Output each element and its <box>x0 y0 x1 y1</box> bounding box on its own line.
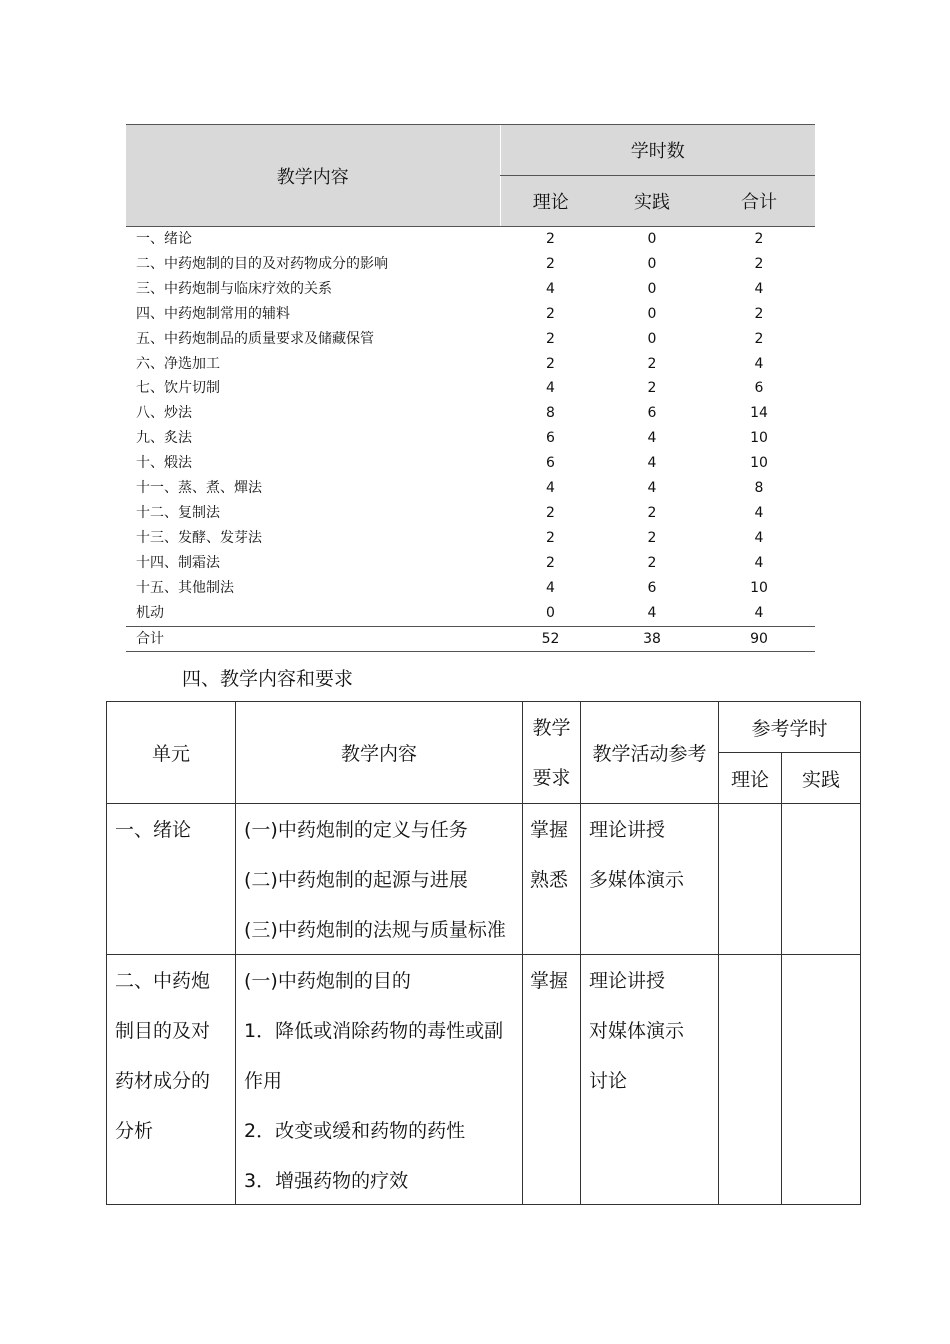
cell-line: 药材成分的 <box>115 1070 211 1092</box>
row-practice: 4 <box>647 455 657 472</box>
table-row <box>126 376 815 401</box>
hours-table-body <box>126 227 815 652</box>
activity-cell <box>581 955 719 1205</box>
unit-cell <box>107 804 236 955</box>
unit-cell-lines <box>107 955 235 1204</box>
row-theory: 2 <box>546 255 555 272</box>
row-label: 机动 <box>136 604 164 621</box>
row-practice: 0 <box>647 305 657 322</box>
row-total: 4 <box>754 504 764 521</box>
row-label: 十三、发酵、发芽法 <box>136 529 262 546</box>
table-row <box>126 526 815 551</box>
cell-line: 掌握 <box>530 819 569 841</box>
table-row <box>126 476 815 501</box>
row-practice: 2 <box>647 380 657 397</box>
row-theory: 2 <box>546 504 555 521</box>
header-ref-hours: 参考学时 <box>719 702 861 753</box>
row-label: 十一、蒸、煮、燀法 <box>136 480 262 497</box>
table-row <box>126 601 815 626</box>
content-cell-lines <box>236 804 522 954</box>
row-theory: 4 <box>546 280 555 297</box>
row-total: 2 <box>754 330 764 347</box>
cell-line: 理论讲授 <box>589 970 666 992</box>
requirement-cell-lines <box>523 955 580 1204</box>
header-ref-theory: 理论 <box>719 753 782 804</box>
table-row <box>126 327 815 352</box>
cell-line: 多媒体演示 <box>589 869 685 891</box>
ref-practice-cell <box>782 955 861 1205</box>
cell-line: 1．降低或消除药物的毒性或副 <box>244 1020 504 1042</box>
row-total: 6 <box>754 380 764 397</box>
row-total: 2 <box>754 231 764 247</box>
row-total: 14 <box>750 405 768 422</box>
row-practice: 6 <box>647 579 657 596</box>
cell-line: 作用 <box>244 1070 283 1092</box>
cell-line: 一、绪论 <box>115 819 192 841</box>
cell-line: 2．改变或缓和药物的药性 <box>244 1120 466 1142</box>
cell-line: 二、中药炮 <box>115 970 211 992</box>
row-label: 一、绪论 <box>136 231 192 247</box>
row-label: 十、煅法 <box>136 455 192 472</box>
row-theory: 2 <box>546 355 555 372</box>
cell-line: 3．增强药物的疗效 <box>244 1170 409 1192</box>
row-theory: 52 <box>500 626 601 652</box>
row-total: 4 <box>754 355 764 372</box>
ref-theory-cell <box>719 955 782 1205</box>
row-total: 10 <box>750 579 768 596</box>
row-theory: 8 <box>546 405 555 422</box>
row-label: 十二、复制法 <box>136 504 220 521</box>
cell-line: (一)中药炮制的定义与任务 <box>244 819 468 841</box>
header-unit: 单元 <box>107 702 236 804</box>
ref-theory-cell <box>719 804 782 955</box>
row-practice: 6 <box>647 405 657 422</box>
header-content: 教学内容 <box>236 702 523 804</box>
row-practice: 4 <box>647 480 657 497</box>
row-theory: 2 <box>546 231 555 247</box>
row-theory: 6 <box>546 455 555 472</box>
header-hours: 学时数 <box>500 125 815 176</box>
row-label: 八、炒法 <box>136 405 192 422</box>
row-total: 4 <box>754 280 764 297</box>
cell-line: 制目的及对 <box>115 1020 211 1042</box>
header-requirement <box>523 702 581 804</box>
row-label: 六、净选加工 <box>136 355 220 372</box>
row-total: 4 <box>754 529 764 546</box>
row-label: 四、中药炮制常用的辅料 <box>136 305 290 322</box>
table-row <box>126 626 815 652</box>
table-row <box>126 551 815 576</box>
activity-cell-lines <box>581 804 718 954</box>
cell-line: 对媒体演示 <box>589 1020 685 1042</box>
row-practice: 4 <box>647 430 657 447</box>
row-theory: 4 <box>546 380 555 397</box>
row-practice: 0 <box>647 330 657 347</box>
row-label: 十五、其他制法 <box>136 579 234 596</box>
content-cell-lines <box>236 955 522 1204</box>
header-requirement-line2: 要求 <box>532 766 571 789</box>
row-total: 10 <box>750 430 768 447</box>
row-theory: 4 <box>546 579 555 596</box>
activity-cell-lines <box>581 955 718 1204</box>
row-label: 五、中药炮制品的质量要求及储藏保管 <box>136 330 374 347</box>
row-practice: 2 <box>647 504 657 521</box>
unit-cell-lines <box>107 804 235 954</box>
row-label: 合计 <box>126 626 500 652</box>
table-row <box>107 804 861 955</box>
row-label: 七、饮片切制 <box>136 380 220 397</box>
row-theory: 2 <box>546 529 555 546</box>
header-ref-practice: 实践 <box>782 753 861 804</box>
row-label: 九、炙法 <box>136 430 192 447</box>
row-theory: 0 <box>546 604 555 621</box>
header-theory: 理论 <box>500 176 601 227</box>
header-practice: 实践 <box>601 176 703 227</box>
content-requirements-table <box>106 701 861 1205</box>
section-heading: 四、教学内容和要求 <box>182 668 354 690</box>
content-cell <box>236 804 523 955</box>
requirement-cell <box>523 804 581 955</box>
cell-line: (一)中药炮制的目的 <box>244 970 411 992</box>
row-theory: 2 <box>546 305 555 322</box>
activity-cell <box>581 804 719 955</box>
row-total: 2 <box>754 255 764 272</box>
row-total: 2 <box>754 305 764 322</box>
requirement-cell <box>523 955 581 1205</box>
row-theory: 2 <box>546 330 555 347</box>
row-theory: 4 <box>546 480 555 497</box>
table-row <box>126 252 815 277</box>
cell-line: 讨论 <box>589 1070 628 1092</box>
header-activity: 教学活动参考 <box>581 702 719 804</box>
cell-line: 理论讲授 <box>589 819 666 841</box>
row-total: 4 <box>754 604 764 621</box>
row-practice: 0 <box>647 231 657 247</box>
row-total: 4 <box>754 554 764 571</box>
table-row <box>126 352 815 377</box>
cell-line: (二)中药炮制的起源与进展 <box>244 869 468 891</box>
requirement-cell-lines <box>523 804 580 954</box>
row-total: 90 <box>703 626 815 652</box>
table-row <box>107 955 861 1205</box>
table-row <box>126 426 815 451</box>
row-theory: 2 <box>546 554 555 571</box>
row-practice: 38 <box>601 626 703 652</box>
table-row <box>126 277 815 302</box>
table-row <box>126 501 815 526</box>
header-teaching-content: 教学内容 <box>126 125 500 227</box>
table-row <box>126 401 815 426</box>
row-practice: 2 <box>647 529 657 546</box>
row-label: 二、中药炮制的目的及对药物成分的影响 <box>136 255 388 272</box>
row-practice: 0 <box>647 280 657 297</box>
row-label: 三、中药炮制与临床疗效的关系 <box>136 280 332 297</box>
hours-table <box>126 124 815 652</box>
row-total: 10 <box>750 455 768 472</box>
table-row <box>126 451 815 476</box>
row-label: 十四、制霜法 <box>136 554 220 571</box>
row-theory: 6 <box>546 430 555 447</box>
header-total: 合计 <box>703 176 815 227</box>
table-row <box>126 576 815 601</box>
cell-line: 掌握 <box>530 970 569 992</box>
content-table-body <box>107 804 861 1205</box>
row-practice: 0 <box>647 255 657 272</box>
row-practice: 2 <box>647 554 657 571</box>
content-cell <box>236 955 523 1205</box>
header-requirement-line1: 教学 <box>532 716 571 739</box>
ref-practice-cell <box>782 804 861 955</box>
cell-line: 熟悉 <box>530 869 569 891</box>
unit-cell <box>107 955 236 1205</box>
row-total: 8 <box>754 480 764 497</box>
row-practice: 4 <box>647 604 657 621</box>
cell-line: (三)中药炮制的法规与质量标准 <box>244 919 506 941</box>
cell-line: 分析 <box>115 1120 154 1142</box>
row-practice: 2 <box>647 355 657 372</box>
table-row <box>126 227 815 252</box>
table-row <box>126 302 815 327</box>
